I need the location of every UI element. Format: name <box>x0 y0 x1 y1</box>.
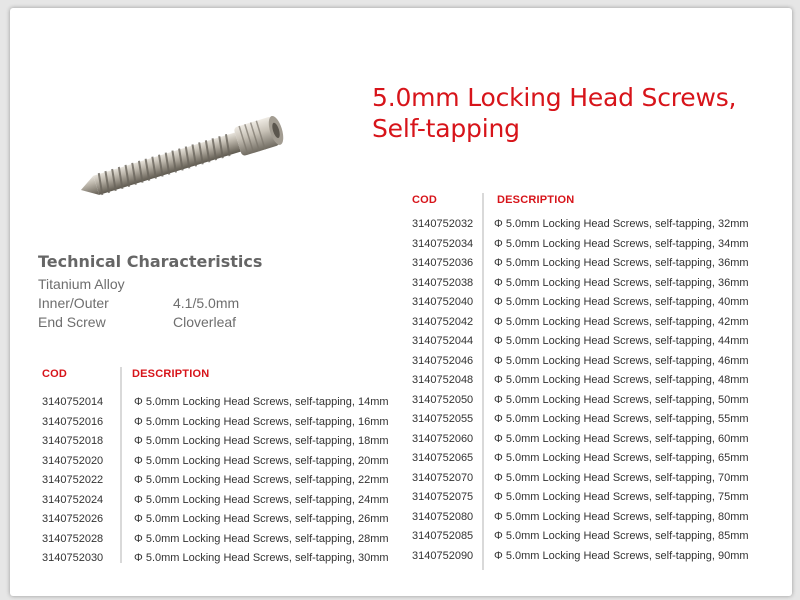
product-code: 3140752022 <box>42 474 104 486</box>
table-row <box>412 413 782 433</box>
table-row <box>412 316 782 336</box>
spec-value: Cloverleaf <box>173 314 237 330</box>
spec-value: 4.1/5.0mm <box>173 295 240 311</box>
product-code: 3140752030 <box>42 552 104 564</box>
table-row <box>42 396 402 416</box>
table-row <box>412 530 782 550</box>
product-description: Φ 5.0mm Locking Head Screws, self-tapping, 46mm <box>494 354 749 367</box>
product-code: 3140752044 <box>412 335 474 347</box>
spec-key: Inner/Outer <box>38 295 109 311</box>
spec-key: End Screw <box>38 314 106 330</box>
product-code: 3140752042 <box>412 315 474 328</box>
product-description: Φ 5.0mm Locking Head Screws, self-tapping, 36mm <box>494 276 749 289</box>
product-code: 3140752014 <box>42 396 104 408</box>
product-description: Φ 5.0mm Locking Head Screws, self-tapping, 36mm <box>494 257 749 269</box>
material-row <box>38 275 262 294</box>
product-description: Φ 5.0mm Locking Head Screws, self-tapping, 26mm <box>134 513 389 525</box>
table-row <box>412 394 782 414</box>
table-rows <box>412 218 782 569</box>
product-description: Φ 5.0mm Locking Head Screws, self-tapping, 44mm <box>494 335 749 347</box>
table-row <box>412 355 782 375</box>
spec-row <box>38 294 262 313</box>
product-code: 3140752026 <box>42 513 104 525</box>
table-row <box>412 296 782 316</box>
product-description: Φ 5.0mm Locking Head Screws, self-tapping, 42mm <box>494 315 749 328</box>
product-description: Φ 5.0mm Locking Head Screws, self-tapping, 80mm <box>494 510 749 523</box>
product-description: Φ 5.0mm Locking Head Screws, self-tapping, 55mm <box>494 413 749 425</box>
table-row <box>412 452 782 472</box>
product-code: 3140752034 <box>412 237 474 250</box>
technical-heading: Technical Characteristics <box>38 252 263 271</box>
product-description: Φ 5.0mm Locking Head Screws, self-tapping, 85mm <box>494 530 749 542</box>
product-code: 3140752075 <box>412 491 474 503</box>
product-description: Φ 5.0mm Locking Head Screws, self-tapping, 16mm <box>134 415 389 428</box>
product-code: 3140752036 <box>412 257 474 269</box>
product-description: Φ 5.0mm Locking Head Screws, self-tapping, 50mm <box>494 393 749 406</box>
table-row <box>42 455 402 475</box>
product-description: Φ 5.0mm Locking Head Screws, self-tapping, 30mm <box>134 552 389 564</box>
product-description: Φ 5.0mm Locking Head Screws, self-tapping, 18mm <box>134 435 389 447</box>
product-code: 3140752080 <box>412 510 474 523</box>
product-code: 3140752020 <box>42 454 104 467</box>
spec-row <box>38 313 262 332</box>
product-description: Φ 5.0mm Locking Head Screws, self-tapping, 14mm <box>134 396 389 408</box>
table-row <box>412 238 782 258</box>
product-description: Φ 5.0mm Locking Head Screws, self-tapping, 20mm <box>134 454 389 467</box>
column-header-code: COD <box>412 194 438 206</box>
table-row <box>412 472 782 492</box>
table-row <box>412 335 782 355</box>
product-description: Φ 5.0mm Locking Head Screws, self-tapping, 24mm <box>134 493 389 506</box>
product-description: Φ 5.0mm Locking Head Screws, self-tapping, 48mm <box>494 374 749 386</box>
product-description: Φ 5.0mm Locking Head Screws, self-tapping, 32mm <box>494 218 749 230</box>
product-description: Φ 5.0mm Locking Head Screws, self-tapping, 34mm <box>494 237 749 250</box>
material-label: Titanium Alloy <box>38 276 125 292</box>
table-row <box>412 550 782 570</box>
table-row <box>412 218 782 238</box>
product-description: Φ 5.0mm Locking Head Screws, self-tapping, 75mm <box>494 491 749 503</box>
table-row <box>42 494 402 514</box>
table-row <box>42 474 402 494</box>
product-description: Φ 5.0mm Locking Head Screws, self-tapping, 40mm <box>494 296 749 308</box>
product-code: 3140752065 <box>412 452 474 464</box>
product-code: 3140752028 <box>42 532 104 545</box>
product-description: Φ 5.0mm Locking Head Screws, self-tapping, 60mm <box>494 432 749 445</box>
product-code: 3140752032 <box>412 218 474 230</box>
product-description: Φ 5.0mm Locking Head Screws, self-tapping, 90mm <box>494 549 749 562</box>
product-code: 3140752060 <box>412 432 474 445</box>
table-row <box>42 435 402 455</box>
table-row <box>42 533 402 553</box>
product-code: 3140752090 <box>412 549 474 562</box>
table-rows <box>42 396 402 572</box>
product-title-line1: 5.0mm Locking Head Screws, <box>372 83 737 112</box>
product-code: 3140752048 <box>412 374 474 386</box>
column-header-description: DESCRIPTION <box>132 368 210 380</box>
technical-characteristics <box>38 252 262 332</box>
product-code: 3140752050 <box>412 393 474 406</box>
table-row <box>412 511 782 531</box>
table-row <box>42 513 402 533</box>
product-code: 3140752016 <box>42 415 104 428</box>
product-code: 3140752055 <box>412 413 474 425</box>
product-code: 3140752046 <box>412 354 474 367</box>
product-description: Φ 5.0mm Locking Head Screws, self-tapping, 65mm <box>494 452 749 464</box>
product-description: Φ 5.0mm Locking Head Screws, self-tapping, 22mm <box>134 474 389 486</box>
product-code: 3140752038 <box>412 276 474 289</box>
table-row <box>412 491 782 511</box>
product-code: 3140752070 <box>412 471 474 484</box>
table-row <box>412 433 782 453</box>
product-title-line2: Self-tapping <box>372 114 520 143</box>
product-title <box>372 82 736 144</box>
table-row <box>42 552 402 572</box>
product-code: 3140752040 <box>412 296 474 308</box>
product-code: 3140752085 <box>412 530 474 542</box>
product-code: 3140752018 <box>42 435 104 447</box>
product-code: 3140752024 <box>42 493 104 506</box>
table-row <box>412 374 782 394</box>
column-header-code: COD <box>42 368 68 380</box>
table-row <box>412 277 782 297</box>
screw-product-image <box>74 115 304 200</box>
table-row <box>412 257 782 277</box>
product-description: Φ 5.0mm Locking Head Screws, self-tapping, 28mm <box>134 532 389 545</box>
column-header-description: DESCRIPTION <box>497 194 575 206</box>
product-description: Φ 5.0mm Locking Head Screws, self-tapping, 70mm <box>494 471 749 484</box>
table-row <box>42 416 402 436</box>
